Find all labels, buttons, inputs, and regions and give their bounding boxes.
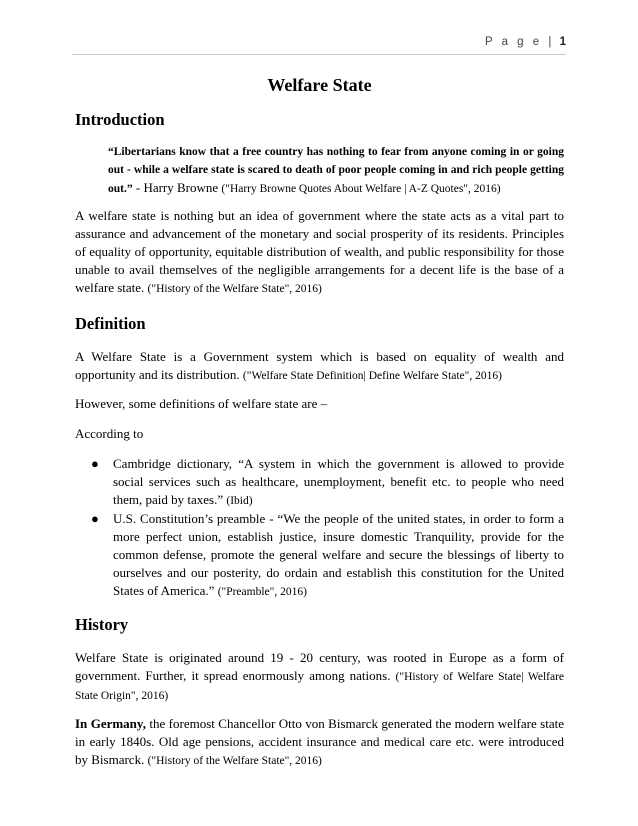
list-item-citation: (Ibid) — [226, 494, 253, 507]
quote-author: - Harry Browne — [132, 180, 222, 195]
document-body — [75, 75, 564, 780]
history-paragraph-1 — [75, 649, 564, 705]
list-item — [91, 455, 564, 510]
history-paragraph-2 — [75, 715, 564, 770]
definition-paragraph-text: A Welfare State is a Government system which is based on equality of wealth and opportunity and its distribution. — [75, 348, 564, 382]
page-word: P a g e — [484, 36, 543, 48]
intro-paragraph-citation: ("History of the Welfare State", 2016) — [147, 282, 322, 295]
list-item-text: U.S. Constitution’s preamble - “We the people of the united states, in order to form a more perfect union, establish justice, insure domestic Tranquility, provide for the common defense, promote the general welfare and secure the blessings of liberty to ourselves and our posterity, do ordain and establish this constitution for the United States of America.” — [113, 510, 564, 598]
document-title: Welfare State — [267, 75, 372, 95]
intro-paragraph-text: A welfare state is nothing but an idea of government where the state acts as a vital part to assurance and advancement of the monetary and social prosperity of its residents. Principles of equality of opportunity, equitable distribution of wealth, and public responsibility for those unable to avail themselves of the negligible arrangements for a decent life is the base of a welfare state. — [75, 207, 564, 295]
section-heading-introduction: Introduction — [75, 110, 165, 129]
bullet-icon: ● — [91, 510, 99, 526]
bullet-icon: ● — [91, 455, 99, 471]
intro-paragraph — [75, 207, 564, 298]
definition-however: However, some definitions of welfare state are – — [75, 395, 328, 411]
list-item — [91, 510, 564, 601]
list-item-citation: ("Preamble", 2016) — [217, 585, 307, 598]
history-paragraph-2-lead: In Germany, — [75, 715, 146, 731]
section-heading-definition: Definition — [75, 313, 146, 333]
definition-list — [75, 455, 564, 601]
history-paragraph-2-citation: ("History of the Welfare State", 2016) — [147, 754, 322, 767]
list-item-text: Cambridge dictionary, “A system in which the government is allowed to provide social services such as healthcare, unemployment, benefit etc. to people who need them, paid by taxes.” — [113, 455, 564, 507]
page-separator: | — [548, 36, 552, 48]
quote-citation: ("Harry Browne Quotes About Welfare | A-Z Quotes", 2016) — [221, 183, 501, 195]
definition-paragraph-citation: ("Welfare State Definition| Define Welfare State", 2016) — [242, 369, 502, 382]
intro-quote — [108, 144, 564, 199]
history-paragraph-1-text: Welfare State is originated around 19 - 20 century, was rooted in Europe as a form of government. Further, it spread enormously among nations. — [75, 649, 564, 683]
section-heading-history: History — [75, 614, 129, 634]
quote-text: “Libertarians know that a free country has nothing to fear from anyone coming in or going out - while a welfare state is scared to death of poor people coming in and rich people getting out.” — [108, 146, 564, 195]
definition-paragraph — [75, 348, 564, 385]
header-rule — [72, 54, 566, 55]
history-paragraph-2-text: the foremost Chancellor Otto von Bismarck generated the modern welfare state in early 1840s. Old age pensions, accident insurance and medical care etc. were introduced by Bismarck. — [75, 715, 564, 767]
page-number: 1 — [559, 36, 566, 48]
history-paragraph-1-citation: ("History of Welfare State| Welfare State Origin", 2016) — [75, 670, 565, 702]
definition-according-to: According to — [75, 425, 144, 441]
page-header — [485, 36, 566, 48]
